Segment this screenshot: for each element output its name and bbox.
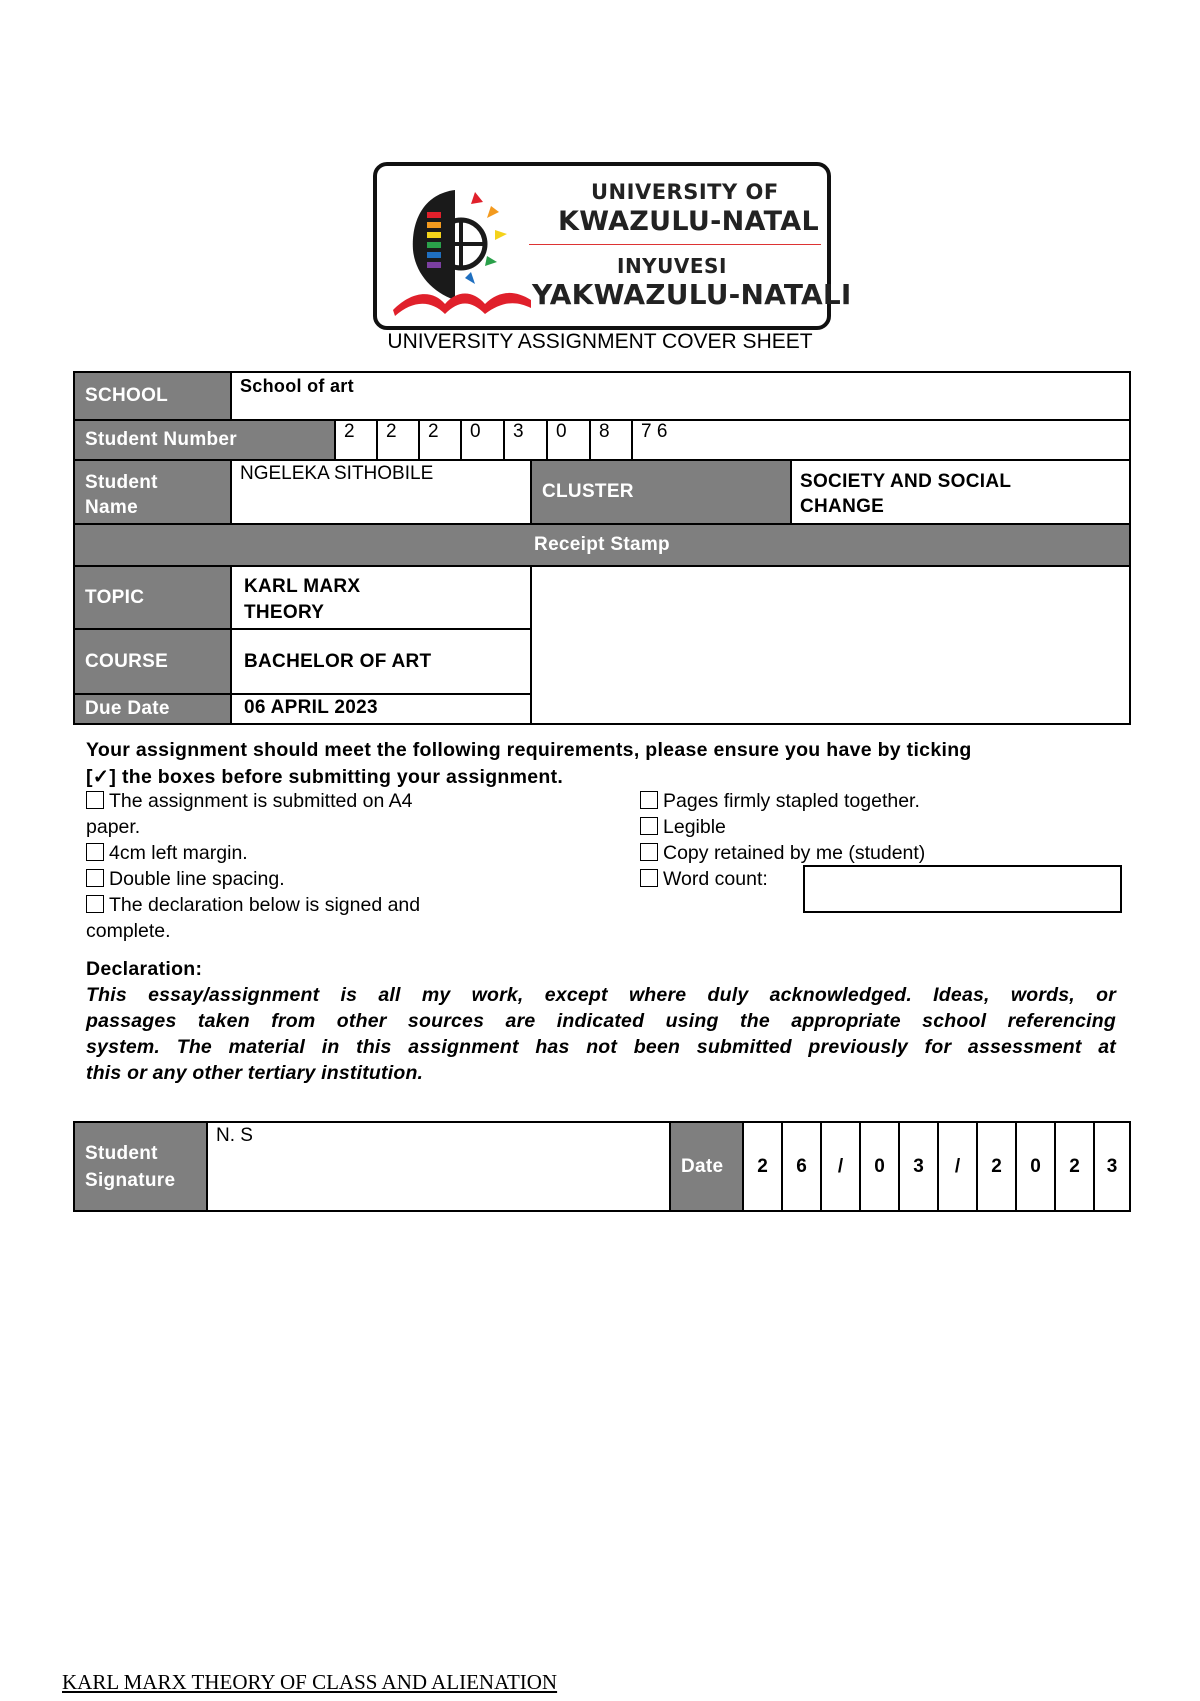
receipt-stamp-area [530,565,1131,725]
student-number-digit: 0 [460,421,481,459]
cluster-label: CLUSTER [530,459,792,525]
declaration-label: Declaration: [86,958,203,980]
date-char: / [820,1123,859,1210]
student-number-digit: 3 [503,421,524,459]
requirements-intro: Your assignment should meet the following requirements, please ensure you have by ticking [86,739,972,761]
cluster-value-line: CHANGE [800,496,885,517]
student-number-digit: 0 [546,421,567,459]
date-char: 2 [742,1123,781,1210]
topic-value [230,565,532,630]
receipt-stamp-header: Receipt Stamp [73,523,1131,567]
req-label: Legible [663,816,726,838]
req-label: Word count: [663,868,768,890]
checkbox[interactable] [86,869,104,887]
req-label: Copy retained by me (student) [663,842,926,864]
student-name-label-line: Name [85,497,138,518]
essay-title: KARL MARX THEORY OF CLASS AND ALIENATION [62,1670,558,1694]
date-label: Date [669,1121,744,1212]
date-char: 2 [1054,1123,1093,1210]
checkbox[interactable] [86,843,104,861]
date-char: 0 [1015,1123,1054,1210]
date-boxes [742,1121,1131,1212]
student-number-digit: 7 6 [631,421,1131,459]
checkbox[interactable] [86,791,104,809]
university-logo [373,162,852,330]
cover-sheet-title: UNIVERSITY ASSIGNMENT COVER SHEET [387,330,813,353]
date-char: 6 [781,1123,820,1210]
req-label: Pages firmly stapled together. [663,790,920,812]
topic-value-line: THEORY [244,602,325,623]
req-label: Double line spacing. [109,868,285,890]
checkbox[interactable] [640,817,658,835]
req-a4-paper [86,790,413,813]
student-number-digit: 8 [589,421,610,459]
signature-label [73,1121,208,1212]
student-name-label [73,459,232,525]
date-char: 3 [1093,1123,1129,1210]
student-number-label: Student Number [73,419,336,461]
req-declaration-signed [86,894,420,917]
checkbox[interactable] [86,895,104,913]
cluster-value [790,459,1131,525]
req-left-margin [86,842,248,865]
req-pages-stapled [640,790,920,813]
date-char: 0 [859,1123,898,1210]
req-word-count [640,868,768,891]
logo-text-line-1: UNIVERSITY OF [591,180,779,204]
student-number-digit: 2 [418,421,439,459]
signature-label-line: Signature [85,1170,176,1191]
cluster-value-line: SOCIETY AND SOCIAL [800,471,1012,492]
checkbox[interactable] [640,791,658,809]
course-label: COURSE [73,628,232,695]
word-count-input[interactable] [803,865,1122,913]
req-legible [640,816,726,839]
student-number-digit: 2 [334,421,355,459]
declaration-text-line: This essay/assignment is all my work, except where duly acknowledged. Ideas, words, or [86,984,1116,1006]
requirements-intro: [✓] the boxes before submitting your assignment. [86,766,564,788]
checkbox[interactable] [640,843,658,861]
student-name-label-line: Student [85,472,158,493]
logo-text-line-2: KWAZULU-NATAL [558,206,819,237]
req-copy-retained [640,842,925,865]
logo-text-line-3: INYUVESI [617,254,727,278]
req-label: complete. [86,920,171,942]
student-name-value: NGELEKA SITHOBILE [230,459,532,525]
checkbox[interactable] [640,869,658,887]
course-value: BACHELOR OF ART [230,628,532,695]
req-label: 4cm left margin. [109,842,248,864]
logo-divider [529,244,821,245]
school-label: SCHOOL [73,371,232,421]
ukzn-emblem-icon [383,172,535,324]
req-double-spacing [86,868,285,891]
req-label: paper. [86,816,141,838]
school-value: School of art [230,371,1131,421]
due-date-value: 06 APRIL 2023 [230,693,532,725]
req-label: The assignment is submitted on A4 [109,790,413,812]
topic-label: TOPIC [73,565,232,630]
student-number-digits [334,419,1131,461]
student-number-digit: 2 [376,421,397,459]
date-char: 2 [976,1123,1015,1210]
date-char: / [937,1123,976,1210]
declaration-text-line: passages taken from other sources are indicated using the appropriate school referencing [86,1010,1116,1032]
signature-value[interactable]: N. S [206,1121,671,1212]
due-date-label: Due Date [73,693,232,725]
date-char: 3 [898,1123,937,1210]
topic-value-line: KARL MARX [244,576,361,597]
signature-label-line: Student [85,1143,158,1164]
req-label: The declaration below is signed and [109,894,421,916]
logo-text-line-4: YAKWAZULU-NATALI [532,278,852,311]
declaration-text-line: this or any other tertiary institution. [86,1062,424,1084]
declaration-text-line: system. The material in this assignment has not been submitted previously for assessment at [86,1036,1116,1058]
